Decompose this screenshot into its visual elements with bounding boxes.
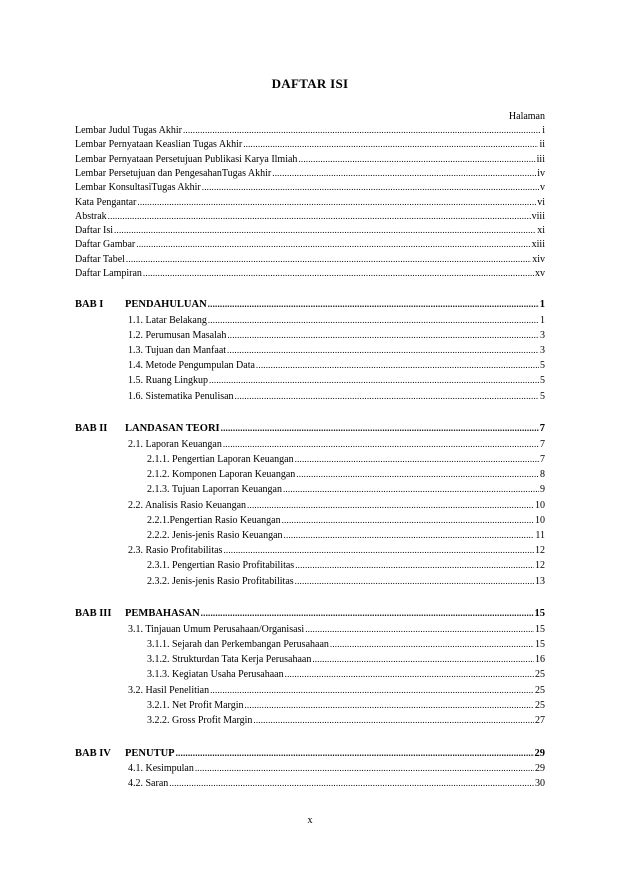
toc-subentry [128, 329, 545, 342]
toc-subentry [128, 544, 545, 557]
toc-entry [75, 167, 545, 180]
toc-entry [75, 210, 545, 223]
toc-subentry [128, 390, 545, 403]
toc-subentry [128, 344, 545, 357]
toc-subentry-page: 25 [535, 669, 545, 681]
chapter-page: 15 [534, 608, 545, 620]
leader-dots [169, 777, 534, 789]
toc-subentry-label: 1.1. Latar Belakang [128, 314, 207, 326]
toc-subentry-label: 1.6. Sistematika Penulisan [128, 390, 234, 402]
toc-entry-page: xv [535, 268, 545, 279]
toc-entry [75, 153, 545, 166]
toc-subentry-label: 1.3. Tujuan dan Manfaat [128, 344, 227, 356]
toc-subentry-label: 3.1. Tinjauan Umum Perusahaan/Organisasi [128, 623, 305, 635]
toc-entry-page: i [542, 125, 545, 136]
leader-dots [295, 453, 539, 465]
leader-dots [243, 138, 538, 150]
leader-dots [305, 623, 534, 635]
toc-entry-page: xi [537, 225, 545, 237]
chapter-title: PEMBAHASAN [125, 608, 200, 620]
toc-subentry [147, 575, 545, 588]
toc-subentry-label: 4.2. Saran [128, 778, 169, 790]
toc-subentry-page: 27 [535, 714, 545, 726]
leader-dots [208, 314, 539, 326]
leader-dots [201, 607, 534, 619]
leader-dots [209, 374, 539, 386]
toc-subentry-label: 3.2.1. Net Profit Margin [147, 699, 244, 711]
toc-subentry-page: 25 [535, 699, 545, 711]
leader-dots [183, 124, 541, 136]
toc-entry-page: v [540, 182, 545, 194]
toc-entry [75, 267, 545, 280]
toc-subentry-label: 2.3. Rasio Profitabilitas [128, 545, 223, 557]
leader-dots [223, 544, 534, 556]
toc-subentry [147, 638, 545, 651]
toc-subentry-label: 2.2. Analisis Rasio Keuangan [128, 499, 247, 511]
toc-subentry-label: 2.3.2. Jenis-jenis Rasio Profitabilitas [147, 575, 294, 587]
leader-dots [296, 468, 539, 480]
toc-subentry [147, 559, 545, 572]
chapter-number: BAB III [75, 608, 112, 620]
toc-subentry-page: 7 [540, 438, 545, 450]
toc-chapter [75, 422, 545, 435]
toc-subentry-page: 8 [540, 469, 545, 481]
leader-dots [143, 267, 534, 279]
leader-dots [176, 747, 534, 759]
toc-subentry-page: 7 [540, 453, 545, 465]
toc-entry [75, 124, 545, 137]
toc-subentry-page: 9 [540, 484, 545, 496]
leader-dots [202, 181, 539, 193]
toc-entry-label: Lembar KonsultasiTugas Akhir [75, 182, 201, 194]
leader-dots [256, 359, 539, 371]
toc-subentry-page: 25 [535, 684, 545, 696]
halaman-label: Halaman [508, 111, 545, 122]
leader-dots [221, 422, 539, 434]
chapter-title: LANDASAN TEORI [125, 423, 220, 435]
toc-entry-label: Lembar Pernyataan Persetujuan Publikasi Karya Ilmiah [75, 153, 298, 165]
toc-entry [75, 224, 545, 237]
toc-subentry-page: 11 [535, 529, 545, 541]
toc-entry-page: xiv [532, 253, 545, 265]
toc-subentry [147, 529, 545, 542]
toc-entry [75, 196, 545, 209]
leader-dots [247, 499, 534, 511]
toc-subentry-label: 2.3.1. Pengertian Rasio Profitabilitas [147, 560, 295, 572]
toc-subentry [128, 762, 545, 775]
leader-dots [298, 153, 535, 165]
toc-entry-label: Daftar Tabel [75, 253, 125, 265]
toc-subentry [147, 514, 545, 527]
leader-dots [126, 253, 531, 265]
leader-dots [223, 438, 539, 450]
leader-dots [195, 762, 534, 774]
toc-subentry [128, 374, 545, 387]
toc-subentry-page: 12 [535, 560, 545, 572]
toc-entry [75, 181, 545, 194]
toc-subentry-label: 3.2. Hasil Penelitian [128, 684, 210, 696]
toc-subentry-page: 13 [535, 575, 545, 587]
toc-entry-page: iii [536, 153, 545, 165]
toc-subentry-label: 4.1. Kesimpulan [128, 763, 194, 775]
toc-entry-label: Lembar Pernyataan Keaslian Tugas Akhir [75, 139, 243, 151]
toc-subentry-page: 30 [535, 778, 545, 790]
toc-entry-label: Kata Pengantar [75, 196, 137, 208]
toc-entry-label: Abstrak [75, 210, 107, 222]
leader-dots [282, 514, 534, 526]
leader-dots [244, 699, 534, 711]
toc-subentry [147, 468, 545, 481]
leader-dots [108, 210, 531, 222]
toc-subentry-label: 3.1.2. Strukturdan Tata Kerja Perusahaan [147, 654, 312, 666]
toc-subentry-page: 15 [535, 623, 545, 635]
leader-dots [208, 298, 539, 310]
toc-entry-page: xiii [531, 239, 545, 251]
toc-subentry [147, 714, 545, 727]
toc-subentry-label: 3.1.3. Kegiatan Usaha Perusahaan [147, 669, 284, 681]
leader-dots [227, 344, 539, 356]
toc-subentry [128, 777, 545, 790]
toc-subentry-label: 1.4. Metode Pengumpulan Data [128, 360, 255, 372]
toc-subentry-page: 3 [540, 344, 545, 356]
toc-subentry-page: 12 [535, 545, 545, 557]
leader-dots [253, 714, 534, 726]
page-title: DAFTAR ISI [271, 76, 349, 91]
toc-subentry-label: 2.1.3. Tujuan Laporran Keuangan [147, 484, 282, 496]
toc-entry-label: Daftar Gambar [75, 239, 136, 251]
toc-chapter [75, 298, 545, 311]
toc-subentry-label: 1.5. Ruang Lingkup [128, 375, 208, 387]
toc-subentry [147, 483, 545, 496]
toc-subentry-page: 1 [540, 314, 545, 326]
leader-dots [227, 329, 539, 341]
toc-entry-label: Daftar Isi [75, 225, 114, 237]
toc-subentry-page: 10 [535, 499, 545, 511]
toc-entry-page: ii [539, 139, 545, 151]
toc-subentry-label: 3.1.1. Sejarah dan Perkembangan Perusahaan [147, 638, 329, 650]
chapter-number: BAB IV [75, 747, 111, 759]
toc-subentry-page: 5 [540, 390, 545, 402]
leader-dots [235, 390, 539, 402]
chapter-page: 7 [539, 423, 545, 435]
toc-subentry [128, 438, 545, 451]
leader-dots [283, 483, 539, 495]
toc-subentry-page: 16 [535, 654, 545, 666]
toc-subentry-page: 5 [540, 360, 545, 372]
leader-dots [210, 684, 534, 696]
toc-entry-page: iv [537, 167, 545, 179]
leader-dots [136, 238, 530, 250]
leader-dots [284, 529, 535, 541]
toc-subentry [147, 653, 545, 666]
leader-dots [295, 575, 534, 587]
chapter-number: BAB I [75, 299, 104, 310]
leader-dots [114, 224, 536, 236]
toc-subentry-label: 2.2.1.Pengertian Rasio Keuangan [147, 514, 281, 526]
toc-subentry [128, 359, 545, 372]
toc-subentry-page: 29 [535, 763, 545, 775]
toc-subentry-page: 3 [540, 329, 545, 341]
toc-entry [75, 238, 545, 251]
toc-subentry-label: 2.1. Laporan Keuangan [128, 438, 222, 450]
leader-dots [137, 196, 536, 208]
chapter-title: PENUTUP [125, 747, 175, 759]
toc-entry-label: Lembar Judul Tugas Akhir [75, 125, 182, 136]
leader-dots [295, 559, 534, 571]
toc-subentry-label: 3.2.2. Gross Profit Margin [147, 714, 253, 726]
chapter-page: 1 [539, 299, 545, 310]
toc-entry-page: viii [531, 210, 545, 222]
toc-entry-page: vi [537, 196, 545, 208]
toc-subentry [128, 314, 545, 327]
toc-subentry [128, 499, 545, 512]
toc-subentry [128, 684, 545, 697]
toc-subentry-label: 2.2.2. Jenis-jenis Rasio Keuangan [147, 529, 283, 541]
toc-entry [75, 253, 545, 266]
leader-dots [272, 167, 536, 179]
toc-subentry-label: 2.1.2. Komponen Laporan Keuangan [147, 469, 296, 481]
toc-subentry-page: 5 [540, 375, 545, 387]
leader-dots [312, 653, 534, 665]
chapter-title: PENDAHULUAN [125, 299, 207, 310]
toc-subentry-label: 1.2. Perumusan Masalah [128, 329, 227, 341]
toc-subentry [147, 668, 545, 681]
page-number: x [307, 815, 313, 826]
toc-chapter [75, 747, 545, 760]
chapter-page: 29 [534, 747, 545, 759]
toc-entry [75, 138, 545, 151]
toc-subentry-page: 10 [535, 514, 545, 526]
chapter-number: BAB II [75, 423, 108, 435]
toc-subentry [147, 699, 545, 712]
leader-dots [330, 638, 534, 650]
toc-subentry-page: 15 [535, 638, 545, 650]
toc-subentry-label: 2.1.1. Pengertian Laporan Keuangan [147, 453, 294, 465]
toc-subentry [128, 623, 545, 636]
toc-chapter [75, 607, 545, 620]
toc-entry-label: Daftar Lampiran [75, 268, 142, 279]
toc-entry-label: Lembar Persetujuan dan PengesahanTugas Akhir [75, 167, 272, 179]
leader-dots [285, 668, 534, 680]
toc-subentry [147, 453, 545, 466]
